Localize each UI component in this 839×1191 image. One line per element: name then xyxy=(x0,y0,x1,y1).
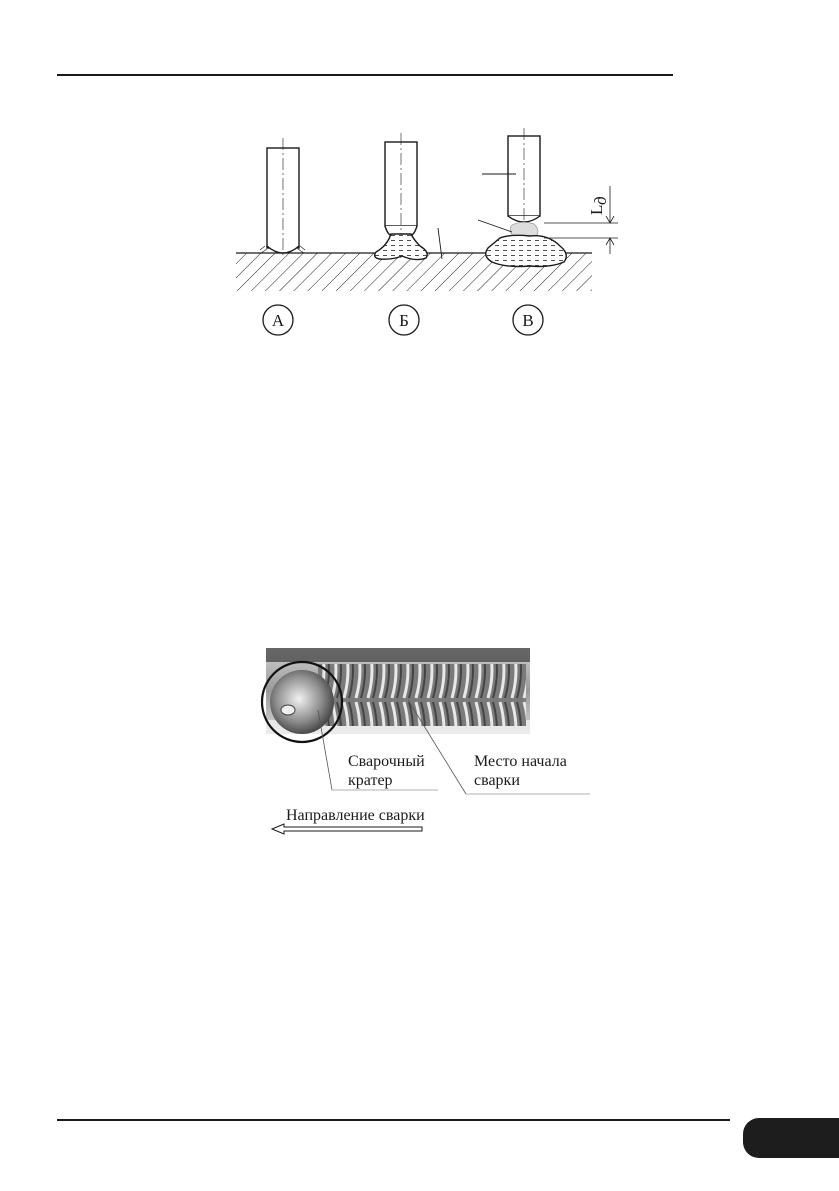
start-label-line2: сварки xyxy=(474,772,520,789)
weld-crater-photo xyxy=(270,670,334,734)
electrode-diagram xyxy=(230,128,630,343)
footer-rule xyxy=(57,1119,730,1121)
stage-b-electrode xyxy=(375,133,442,260)
stage-c-electrode xyxy=(478,128,618,267)
weld-bead-svg xyxy=(258,640,598,850)
weld-bead-figure xyxy=(258,640,598,850)
stage-a-label: А xyxy=(271,311,285,330)
start-label-line1: Место начала xyxy=(474,753,567,770)
header-rule xyxy=(57,74,673,76)
arc-leader xyxy=(478,220,512,232)
direction-arrow-icon xyxy=(272,824,422,834)
arc-length-subscript: д xyxy=(591,196,610,205)
weld-ripples xyxy=(318,664,526,726)
crater-label-line2: кратер xyxy=(348,772,393,789)
stage-b-label: Б xyxy=(399,311,409,330)
electrode-diagram-svg xyxy=(230,128,630,343)
stage-c-label: В xyxy=(522,311,534,330)
direction-label: Направление сварки xyxy=(286,807,425,824)
crater-label-line1: Сварочный xyxy=(348,753,425,770)
arc-length-label: L xyxy=(587,204,606,215)
page-number-tab xyxy=(743,1118,839,1158)
stage-a-electrode xyxy=(260,138,305,258)
